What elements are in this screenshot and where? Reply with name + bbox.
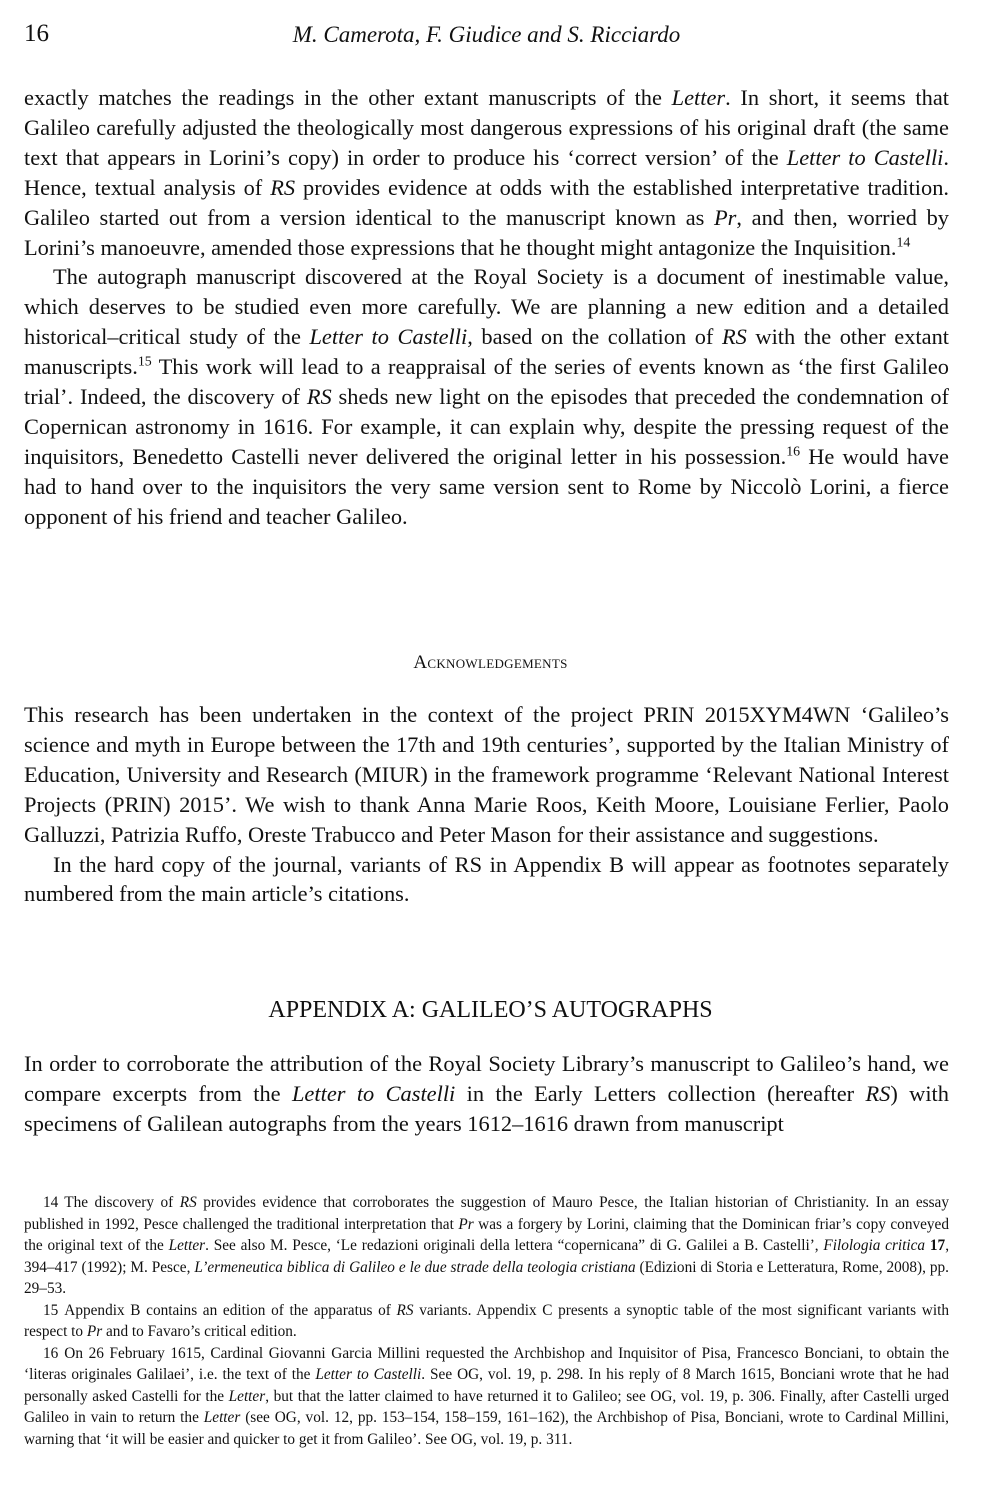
footnote-ref-16[interactable]: 16 — [786, 444, 801, 460]
acknowledgements-text — [24, 700, 949, 909]
appendix-text — [24, 1049, 949, 1139]
footnote-15: 15 Appendix B contains an edition of the apparatus of RS variants. Appendix C presents a synoptic table of the most significant variants with respect to Pr and to Favaro’s critical edition. — [24, 1301, 949, 1340]
footnote-16: 16 On 26 February 1615, Cardinal Giovanni Garcia Millini requested the Archbishop and Inquisitor of Pisa, Francesco Bonciani, to obtain the ‘literas originales Galilaei’, i.e. the text of the Letter to Castelli. See OG, vol. 19, p. 298. In his reply of 8 March 1615, Bonciani wrote that he had personally asked Castelli for the Letter, but that the latter claimed to have returned it to Galileo; see OG, vol. 19, p. 306. Finally, after Castelli urged Galileo in vain to return the Letter (see OG, vol. 12, pp. 153–154, 158–159, 161–162), the Archbishop of Pisa, Bonciani, wrote to Cardinal Millini, warning that ‘it will be easier and quicker to get it from Galileo’. See OG, vol. 19, p. 311. — [24, 1344, 949, 1448]
footnote-14: 14 The discovery of RS provides evidence that corroborates the suggestion of Mauro Pesce, the Italian historian of Christianity. In an essay published in 1992, Pesce challenged the traditional interpretation that Pr was a forgery by Lorini, claiming that the Dominican friar’s copy conveyed the original text of the Letter. See also M. Pesce, ‘Le redazioni originali della lettera “copernicana” di G. Galilei a B. Castelli’, Filologia critica 17, 394–417 (1992); M. Pesce, L’ermeneutica biblica di Galileo e le due strade della teologia cristiana (Edizioni di Storia e Letteratura, Rome, 2008), pp. 29–53. — [24, 1194, 950, 1297]
paragraph: This research has been undertaken in the context of the project PRIN 2015XYM4WN ‘Galileo’s science and myth in Europe between the 17th and 19th centuries’, supported by the Italian Ministry of Education, University and Research (MIUR) in the framework programme ‘Relevant National Interest Projects (PRIN) 2015’. We wish to thank Anna Marie Roos, Keith Moore, Louisiane Ferlier, Paolo Galluzzi, Patrizia Ruffo, Oreste Trabucco and Peter Mason for their assistance and suggestions. — [24, 702, 949, 847]
footnote-ref-15[interactable]: 15 — [137, 354, 152, 370]
paragraph: exactly matches the readings in the other extant manuscripts of the Letter. In short, it seems that Galileo carefully adjusted the theologically most dangerous expressions of his original draft (the same text that appears in Lorini’s copy) in order to produce his ‘correct version’ of the Letter to Castelli. Hence, textual analysis of RS provides evidence at odds with the established interpretative tradition. Galileo started out from a version identical to the manuscript known as Pr, and then, worried by Lorini’s manoeuvre, amended those expressions that he thought might antagonize the Inquisition.$^{14}$ — [24, 85, 949, 260]
page-number: 16 — [24, 20, 49, 47]
paragraph: The autograph manuscript discovered at the Royal Society is a document of inestimable value, which deserves to be studied even more carefully. We are planning a new edition and a detailed historical–critical study of the Letter to Castelli, based on the collation of RS with the other extant manuscripts.$^{15}$ This work will lead to a reappraisal of the series of events known as ‘the first Galileo trial’. Indeed, the discovery of RS sheds new light on the episodes that preceded the condemnation of Copernican astronomy in 1616. For example, it can explain why, despite the pressing request of the inquisitors, Benedetto Castelli never delivered the original letter in his possession.$^{16}$ He would have had to hand over to the inquisitors the very same version sent to Rome by Niccolò Lorini, a fierce opponent of his friend and teacher Galileo. — [24, 264, 949, 529]
main-text — [24, 83, 949, 532]
appendix-heading: APPENDIX A: GALILEO’S AUTOGRAPHS — [268, 997, 713, 1023]
footnote-ref-14[interactable]: 14 — [896, 234, 911, 250]
paragraph: In the hard copy of the journal, variants of RS in Appendix B will appear as footnotes separately numbered from the main article’s citations. — [24, 851, 949, 907]
running-title: M. Camerota, F. Giudice and S. Ricciardo — [292, 22, 681, 47]
footnote-number: 14 — [43, 1194, 59, 1211]
footnote-number: 16 — [43, 1344, 59, 1362]
footnotes — [24, 1192, 949, 1450]
paragraph: In order to corroborate the attribution of the Royal Society Library’s manuscript to Galileo’s hand, we compare excerpts from the Letter to Castelli in the Early Letters collection (hereafter RS) with specimens of Galilean autographs from the years 1612–1616 drawn from manuscript — [24, 1051, 949, 1136]
footnote-number: 15 — [43, 1301, 59, 1319]
running-head — [24, 20, 949, 54]
acknowledgements-heading: Acknowledgements — [413, 652, 568, 673]
